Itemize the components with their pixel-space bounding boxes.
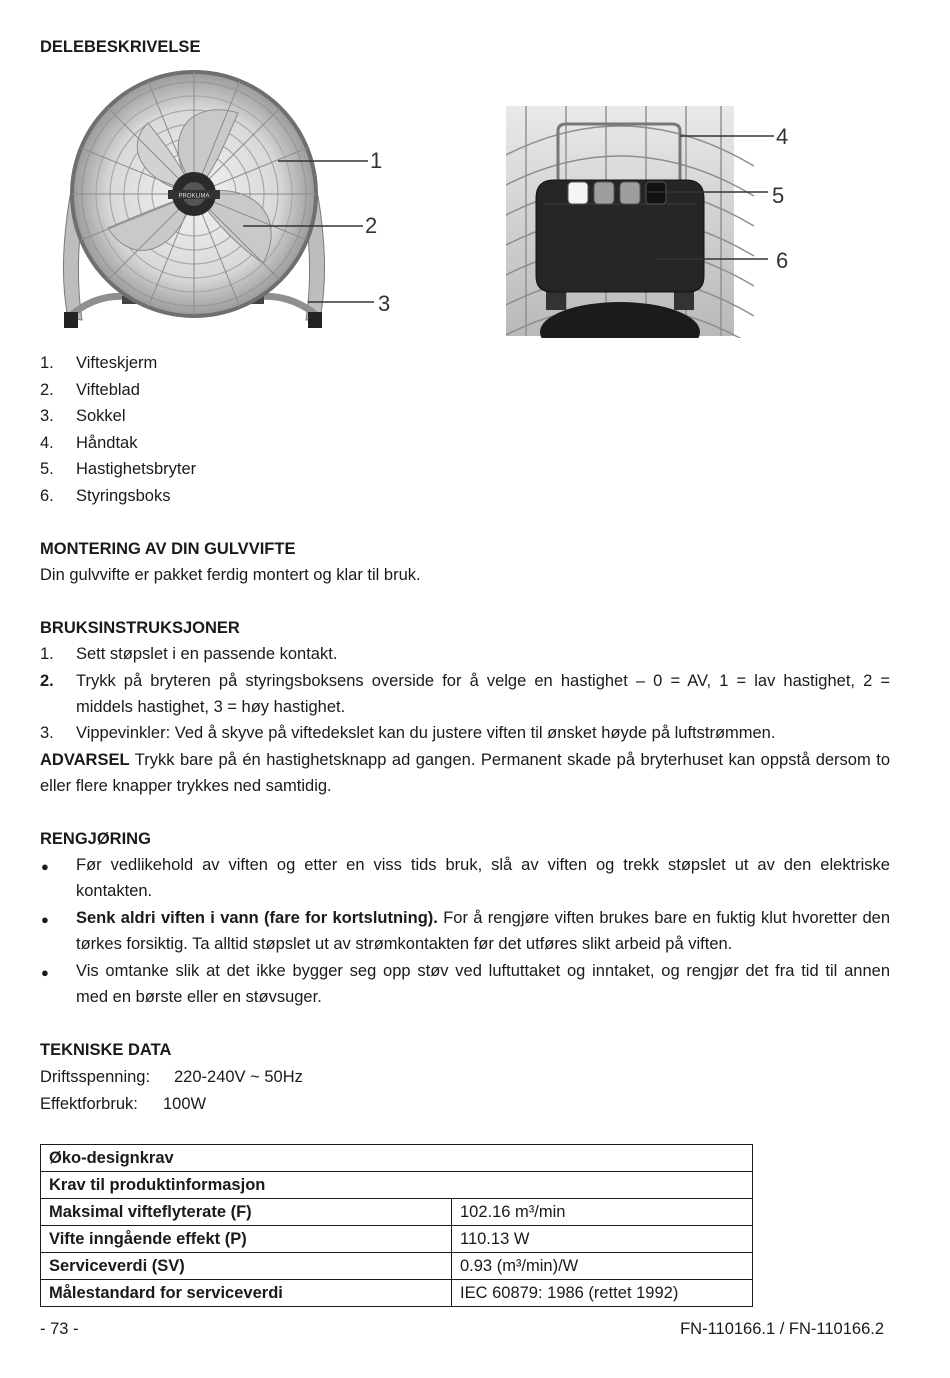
parts-item-label: Sokkel	[76, 407, 126, 425]
usage-step-num: 3.	[40, 724, 54, 742]
cleaning-text	[76, 909, 890, 928]
eco-row-value: 0.93 (m³/min)/W	[452, 1253, 753, 1280]
tech-power-value: 100W	[163, 1095, 207, 1113]
parts-item-num: 5.	[40, 460, 54, 478]
parts-item-label: Styringsboks	[76, 487, 171, 505]
table-row	[41, 1280, 753, 1307]
eco-row-value: 110.13 W	[452, 1226, 753, 1253]
parts-item-num: 2.	[40, 381, 54, 399]
parts-item-num: 6.	[40, 487, 54, 505]
cleaning-text: Før vedlikehold av viften og etter en viss tids bruk, slå av viften og trekk støpslet ut av den elektriske	[76, 856, 890, 874]
eco-row-label: Målestandard for serviceverdi	[41, 1280, 452, 1307]
fan-control-illustration	[506, 106, 806, 338]
bullet-icon: ●	[41, 912, 49, 927]
parts-item-num: 4.	[40, 434, 54, 452]
eco-row-label: Serviceverdi (SV)	[41, 1253, 452, 1280]
table-row	[41, 1145, 753, 1172]
callout-2: 2	[365, 213, 378, 238]
callout-6: 6	[776, 248, 789, 273]
warning-text-cont: eller flere knapper trykkes ned samtidig.	[40, 777, 332, 795]
eco-design-table	[40, 1144, 753, 1307]
tech-heading: TEKNISKE DATA	[40, 1041, 172, 1059]
cleaning-heading: RENGJØRING	[40, 830, 151, 848]
table-row	[41, 1253, 753, 1280]
mount-heading: MONTERING AV DIN GULVVIFTE	[40, 540, 296, 558]
eco-row-value: 102.16 m³/min	[452, 1199, 753, 1226]
eco-table-subtitle: Krav til produktinformasjon	[41, 1172, 753, 1199]
parts-item-label: Vifteblad	[76, 381, 140, 399]
cleaning-text-rest: For å rengjøre viften brukes bare en fuktig klut hvoretter den	[437, 909, 890, 927]
parts-item-num: 3.	[40, 407, 54, 425]
usage-step-text: Sett støpslet i en passende kontakt.	[76, 645, 338, 663]
parts-heading: DELEBESKRIVELSE	[40, 38, 201, 56]
callout-4: 4	[776, 124, 789, 149]
table-row	[41, 1199, 753, 1226]
parts-item-label: Vifteskjerm	[76, 354, 158, 372]
fan-brand-label: PROKLIMA	[178, 193, 210, 200]
eco-row-label: Vifte inngående effekt (P)	[41, 1226, 452, 1253]
cleaning-text: Vis omtanke slik at det ikke bygger seg opp støv ved luftuttaket og inntaket, og rengjør det fra tid til annen	[76, 962, 890, 980]
usage-step-num: 1.	[40, 645, 54, 663]
usage-step-text: Trykk på bryteren på styringsboksens overside for å velge en hastighet – 0 = AV, 1 = lav hastighet, 2 =	[76, 672, 890, 690]
bullet-icon: ●	[41, 965, 49, 980]
warning-line	[40, 751, 890, 770]
callout-1: 1	[370, 148, 383, 173]
eco-table-title: Øko-designkrav	[41, 1145, 753, 1172]
mount-text: Din gulvvifte er pakket ferdig montert og klar til bruk.	[40, 566, 421, 584]
bullet-icon: ●	[41, 859, 49, 874]
table-row	[41, 1226, 753, 1253]
usage-step-text: middels hastighet, 3 = høy hastighet.	[76, 698, 346, 716]
warning-text: Trykk bare på én hastighetsknapp ad gangen. Permanent skade på bryterhuset kan oppstå dersom to	[134, 751, 890, 769]
eco-row-label: Maksimal vifteflyterate (F)	[41, 1199, 452, 1226]
page-number: - 73 -	[40, 1320, 79, 1338]
model-number: FN-110166.1 / FN-110166.2	[680, 1320, 884, 1338]
callout-5: 5	[772, 183, 785, 208]
parts-item-num: 1.	[40, 354, 54, 372]
fan-front-illustration	[38, 68, 438, 343]
table-row	[41, 1172, 753, 1199]
tech-power-label: Effektforbruk:	[40, 1095, 138, 1113]
warning-label: ADVARSEL	[40, 751, 130, 769]
cleaning-text: med en børste eller en støvsuger.	[76, 988, 322, 1006]
cleaning-text: tørkes forsiktig. Ta alltid støpslet ut av strømkontakten før det utføres slikt arbeid på viften.	[76, 935, 733, 953]
tech-voltage-label: Driftsspenning:	[40, 1068, 151, 1086]
tech-voltage-value: 220-240V ~ 50Hz	[174, 1068, 303, 1086]
cleaning-text: kontakten.	[76, 882, 153, 900]
usage-step-num: 2.	[40, 672, 54, 690]
callout-3: 3	[378, 291, 391, 316]
usage-step-text: Vippevinkler: Ved å skyve på viftedekslet kan du justere viften til ønsket høyde på luftstrømmen.	[76, 724, 776, 742]
usage-heading: BRUKSINSTRUKSJONER	[40, 619, 240, 637]
eco-row-value: IEC 60879: 1986 (rettet 1992)	[452, 1280, 753, 1307]
cleaning-bold-warning: Senk aldri viften i vann (fare for kortslutning).	[76, 909, 438, 927]
parts-item-label: Håndtak	[76, 434, 138, 452]
parts-item-label: Hastighetsbryter	[76, 460, 197, 478]
